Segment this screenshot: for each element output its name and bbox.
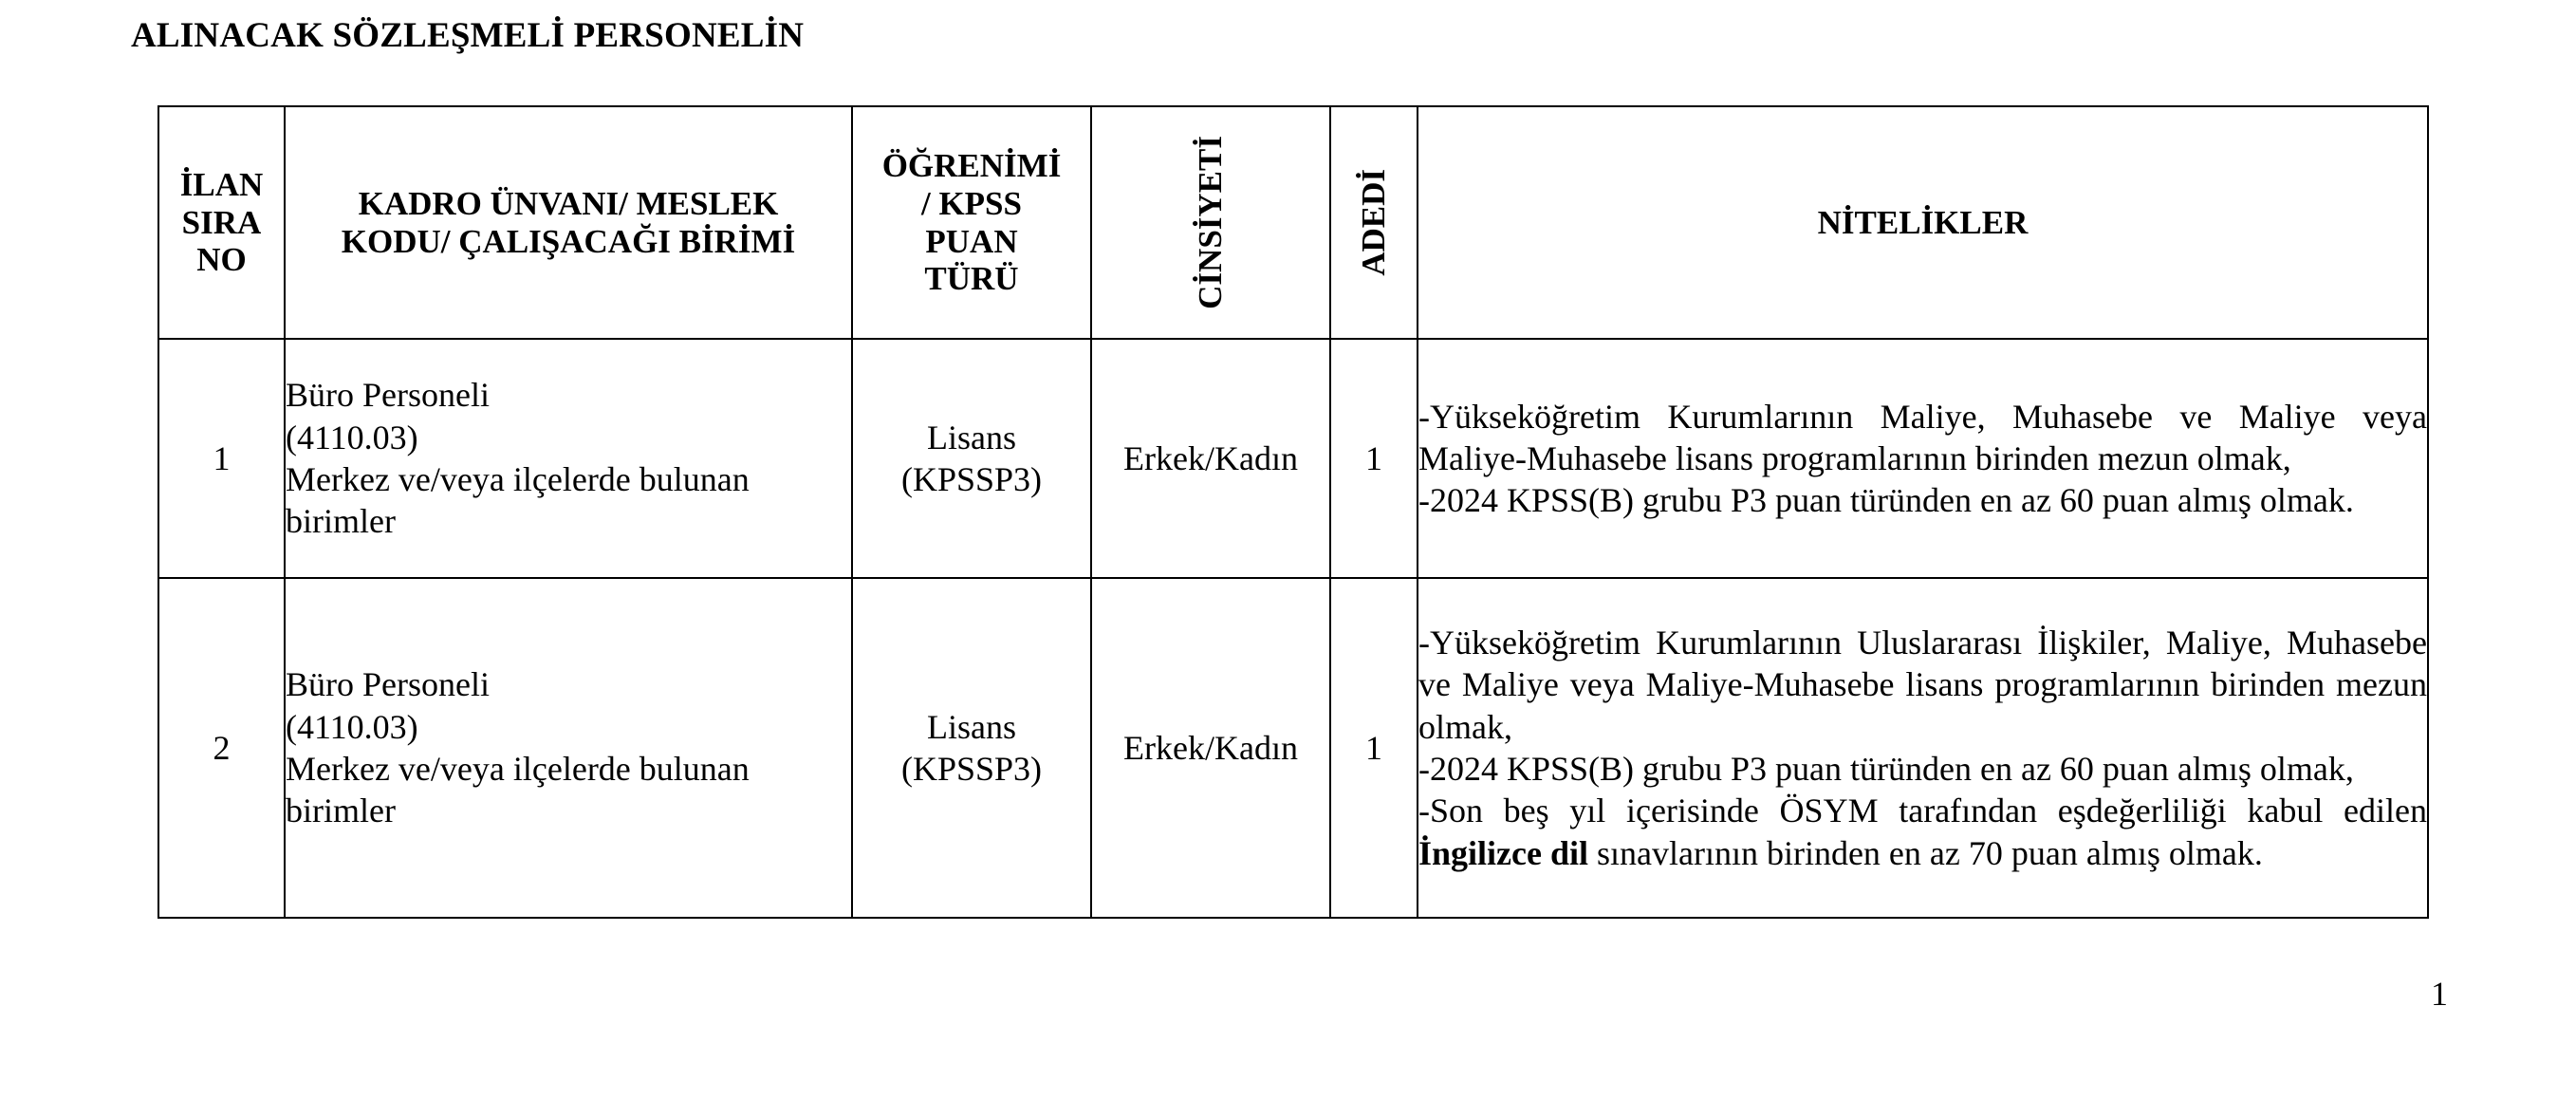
- count-cell: 1: [1330, 339, 1418, 578]
- table-header-row: [158, 106, 2428, 339]
- education-cell: Lisans (KPSSP3): [852, 339, 1091, 578]
- position-unit-cell: Büro Personeli (4110.03) Merkez ve/veya ilçelerde bulunan birimler: [285, 578, 852, 918]
- gender-cell: Erkek/Kadın: [1091, 339, 1330, 578]
- qualification-item: -2024 KPSS(B) grubu P3 puan türünden en az 60 puan almış olmak,: [1418, 750, 2354, 788]
- personnel-table: [158, 105, 2429, 919]
- qualification-item-language: -Son beş yıl içerisinde ÖSYM tarafından eşdeğerliliği kabul edilen İngilizce dil sınavlarının birinden en az 70 puan almış olmak.: [1418, 792, 2427, 872]
- header-ilan-sira-no: İLAN SIRA NO: [158, 106, 285, 339]
- qualification-item: -Yükseköğretim Kurumlarının Maliye, Muhasebe ve Maliye veya Maliye-Muhasebe lisans programlarının birinden mezun olmak,: [1418, 397, 2427, 477]
- document-title: ALINACAK SÖZLEŞMELİ PERSONELİN: [131, 16, 805, 55]
- language-highlight: İngilizce dil: [1418, 833, 1588, 872]
- header-cinsiyeti: CİNSİYETİ: [1091, 106, 1330, 339]
- page-number: 1: [2431, 975, 2448, 1013]
- count-cell: 1: [1330, 578, 1418, 918]
- qualification-item: -2024 KPSS(B) grubu P3 puan türünden en az 60 puan almış olmak.: [1418, 481, 2354, 520]
- row-number: 2: [158, 578, 285, 918]
- header-adedi: ADEDİ: [1330, 106, 1418, 339]
- qualifications-cell: [1418, 339, 2428, 578]
- qualification-item: -Yükseköğretim Kurumlarının Uluslararası İlişkiler, Maliye, Muhasebe ve Maliye veya Maliye-Muhasebe lisans programlarının birinden mezun olmak,: [1418, 624, 2427, 746]
- row-number: 1: [158, 339, 285, 578]
- qualifications-cell: [1418, 578, 2428, 918]
- education-cell: Lisans (KPSSP3): [852, 578, 1091, 918]
- table-row: [158, 578, 2428, 918]
- header-kadro-unvani: KADRO ÜNVANI/ MESLEK KODU/ ÇALIŞACAĞI BİRİMİ: [285, 106, 852, 339]
- position-unit-cell: Büro Personeli (4110.03) Merkez ve/veya ilçelerde bulunan birimler: [285, 339, 852, 578]
- gender-cell: Erkek/Kadın: [1091, 578, 1330, 918]
- header-nitelikler: NİTELİKLER: [1418, 106, 2428, 339]
- table-row: [158, 339, 2428, 578]
- header-ogrenimi: ÖĞRENİMİ / KPSS PUAN TÜRÜ: [852, 106, 1091, 339]
